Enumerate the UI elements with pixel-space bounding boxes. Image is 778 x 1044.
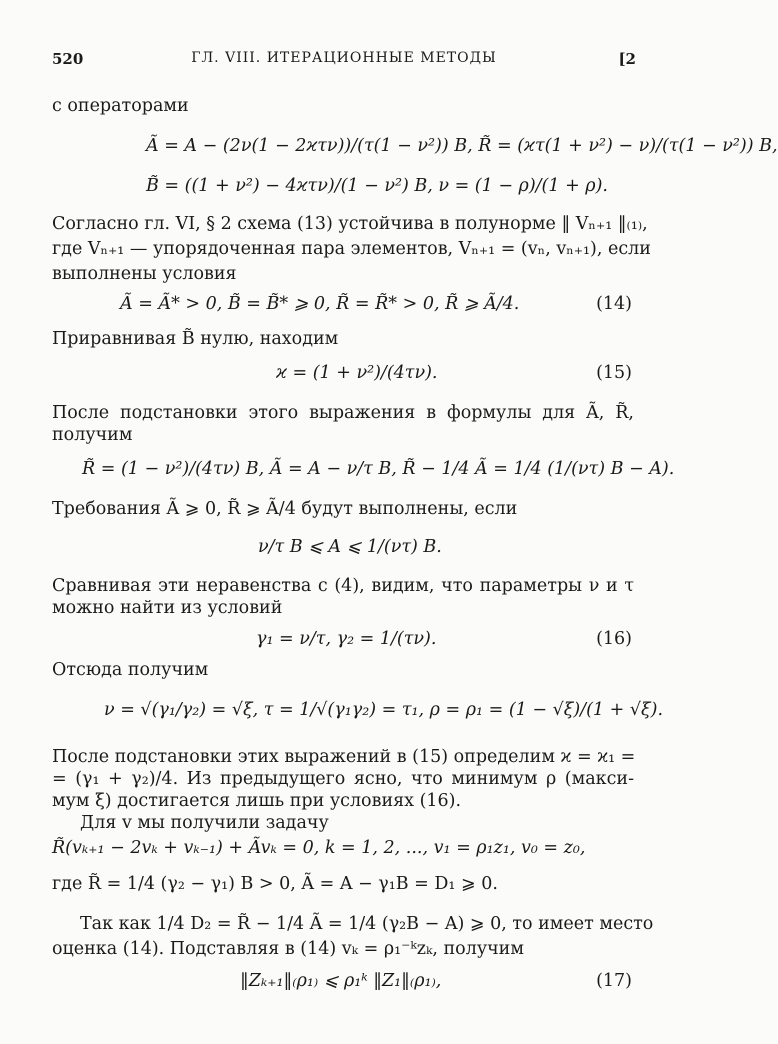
text-line: с операторами [52,96,189,116]
formula: ν/τ B ⩽ A ⩽ 1/(ντ) B. [258,537,442,557]
formula: Ã = A − (2ν(1 − 2ϰτν))/(τ(1 − ν²)) B, R̃ = (ϰτ(1 + ν²) − ν)/(τ(1 − ν²)) B, [146,136,778,156]
text-line: Приравнивая B̃ нулю, находим [52,329,339,349]
equation-number: (17) [596,971,632,991]
text-line: где Vₙ₊₁ — упорядоченная пара элементов, Vₙ₊₁ = (vₙ, vₙ₊₁), если [52,239,651,259]
formula: ‖Zₖ₊₁‖₍ρ₁₎ ⩽ ρ₁ᵏ ‖Z₁‖₍ρ₁₎, [240,971,442,991]
formula: γ₁ = ν/τ, γ₂ = 1/(τν). [256,629,437,649]
running-title: ГЛ. VIII. ИТЕРАЦИОННЫЕ МЕТОДЫ [191,50,497,66]
formula: R̃ = (1 − ν²)/(4τν) B, Ã = A − ν/τ B, R̃ − 1/4 Ã = 1/4 (1/(ντ) B − A). [82,459,675,479]
section-number: [2 [618,50,636,68]
formula: R̃(vₖ₊₁ − 2vₖ + vₖ₋₁) + Ãvₖ = 0, k = 1, 2, ..., v₁ = ρ₁z₁, v₀ = z₀, [52,838,586,858]
text-line: Согласно гл. VI, § 2 схема (13) устойчива в полунорме ‖ Vₙ₊₁ ‖₍₁₎, [52,214,648,234]
text-line: Требования Ã ⩾ 0, R̃ ⩾ Ã/4 будут выполнены, если [52,499,518,519]
text-line: мум ξ) достигается лишь при условиях (16). [52,791,462,811]
text-line: Так как 1/4 D₂ = R̃ − 1/4 Ã = 1/4 (γ₂B − A) ⩾ 0, то имеет место [80,914,654,934]
text-line: выполнены условия [52,264,237,284]
equation-number: (14) [596,294,632,314]
text-line: Сравнивая эти неравенства с (4), видим, что параметры ν и τ [52,576,634,596]
text-line: После подстановки этих выражений в (15) определим ϰ = ϰ₁ = [52,747,636,767]
formula: Ã = Ã* > 0, B̃ = B̃* ⩾ 0, R̃ = R̃* > 0, R̃ ⩾ Ã/4. [120,294,520,314]
formula: B̃ = ((1 + ν²) − 4ϰτν)/(1 − ν²) B, ν = (1 − ρ)/(1 + ρ). [146,176,608,196]
page-header [52,50,636,72]
text-line: Для v мы получили задачу [80,813,329,833]
text-line: оценка (14). Подставляя в (14) vₖ = ρ₁⁻ᵏzₖ, получим [52,939,524,959]
text-line: Отсюда получим [52,660,209,680]
text-line: можно найти из условий [52,598,283,618]
formula: ϰ = (1 + ν²)/(4τν). [276,363,438,383]
equation-number: (16) [596,629,632,649]
text-line: где R̃ = 1/4 (γ₂ − γ₁) B > 0, Ã = A − γ₁B = D₁ ⩾ 0. [52,874,498,894]
page-number: 520 [52,50,84,68]
text-line: После подстановки этого выражения в формулы для Ã, R̃, [52,403,634,423]
formula: ν = √(γ₁/γ₂) = √ξ, τ = 1/√(γ₁γ₂) = τ₁, ρ = ρ₁ = (1 − √ξ)/(1 + √ξ). [104,700,664,720]
equation-number: (15) [596,363,632,383]
text-line: получим [52,425,133,445]
text-line: = (γ₁ + γ₂)/4. Из предыдущего ясно, что минимум ρ (макси- [52,769,634,789]
